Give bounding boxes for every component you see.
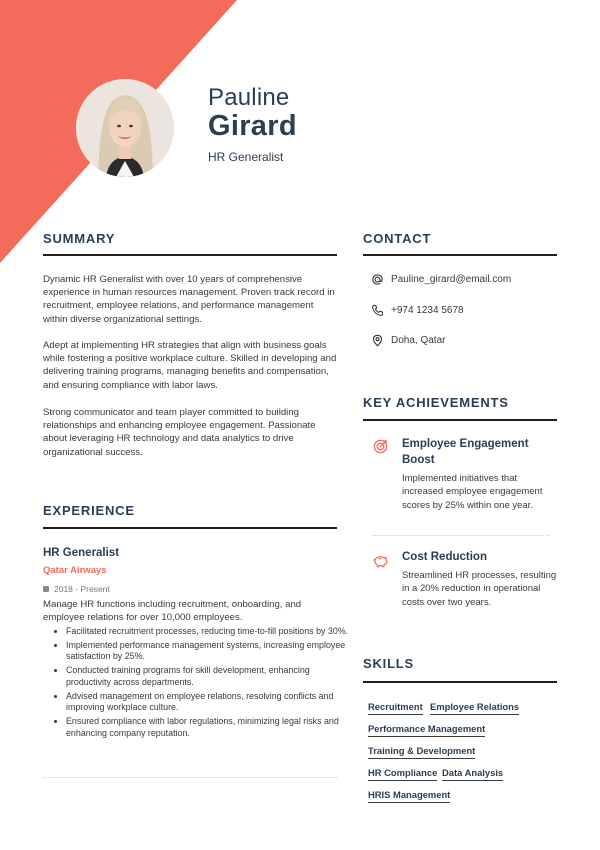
skill-tag: Performance Management (368, 723, 485, 737)
contact-location-text: Doha, Qatar (391, 335, 446, 346)
skill-tag: HRIS Management (368, 789, 450, 803)
experience-divider (43, 527, 337, 529)
contact-phone[interactable] (371, 304, 464, 317)
experience-role: HR Generalist (43, 547, 120, 559)
location-pin-icon (371, 334, 384, 347)
phone-icon (371, 304, 384, 317)
contact-phone-text: +974 1234 5678 (391, 305, 464, 316)
at-icon (371, 273, 384, 286)
summary-paragraph: Adept at implementing HR strategies that align with business goals while fostering a positive workplace culture. Skilled in developing and delivering training programs, managing benefits and compensation, and ensuring compliance with labor laws. (43, 340, 337, 391)
list-item: • Advised management on employee relations, resolving conflicts and improving workplace culture. (66, 691, 351, 714)
summary-divider (43, 254, 337, 256)
summary-heading: SUMMARY (43, 231, 116, 246)
target-icon (372, 438, 389, 455)
achievements-divider (363, 419, 557, 421)
achievement-title: Cost Reduction (402, 551, 487, 563)
list-item: • Implemented performance management systems, increasing employee satisfaction by 25%. (66, 640, 351, 663)
experience-end-divider (43, 777, 337, 778)
piggy-bank-icon (372, 553, 389, 570)
experience-bullets (53, 626, 351, 742)
achievements-heading: KEY ACHIEVEMENTS (363, 395, 509, 410)
achievement-description: Streamlined HR processes, resulting in a 20% reduction in operational costs over two years. (402, 570, 557, 608)
skill-tag: Data Analysis (442, 767, 503, 781)
experience-dates-text: 2018 - Present (54, 584, 110, 594)
last-name: Girard (208, 110, 297, 142)
list-item: • Facilitated recruitment processes, reducing time-to-fill positions by 30%. (66, 626, 351, 637)
list-item: • Conducted training programs for skill development, enhancing productivity across departments. (66, 665, 351, 688)
experience-description: Manage HR functions including recruitment, onboarding, and employee relations for over 10,000 employees. (43, 599, 302, 623)
skill-tag: Training & Development (368, 745, 475, 759)
first-name: Pauline (208, 84, 290, 111)
skill-tag: Recruitment (368, 701, 423, 715)
achievement-divider (372, 535, 550, 536)
contact-email[interactable] (371, 273, 511, 286)
avatar (76, 79, 174, 177)
skills-divider (363, 681, 557, 683)
skill-tag: Employee Relations (430, 701, 519, 715)
experience-heading: EXPERIENCE (43, 503, 135, 518)
experience-company: Qatar Airways (43, 565, 107, 576)
achievement-title: Employee Engagement Boost (402, 438, 529, 466)
list-item: • Ensured compliance with labor regulations, minimizing legal risks and enhancing company reputation. (66, 716, 351, 739)
skill-tag: HR Compliance (368, 767, 437, 781)
experience-dates (43, 584, 110, 594)
contact-heading: CONTACT (363, 231, 432, 246)
skills-heading: SKILLS (363, 656, 415, 671)
contact-location (371, 334, 445, 347)
contact-divider (363, 254, 557, 256)
job-title: HR Generalist (208, 150, 284, 164)
achievement-description: Implemented initiatives that increased employee engagement scores by 25% within one year. (402, 473, 543, 511)
calendar-icon (43, 586, 49, 592)
contact-email-text: Pauline_girard@email.com (391, 274, 512, 285)
summary-paragraph: Dynamic HR Generalist with over 10 years of comprehensive experience in human resources management. Proven track record in recruitment, employee relations, and performance management within diverse organizational settings. (43, 274, 335, 325)
summary-paragraph: Strong communicator and team player committed to building relationships and enhancing employee engagement. Passionate about leveraging HR technology and data analytics to drive organizational success. (43, 407, 316, 458)
